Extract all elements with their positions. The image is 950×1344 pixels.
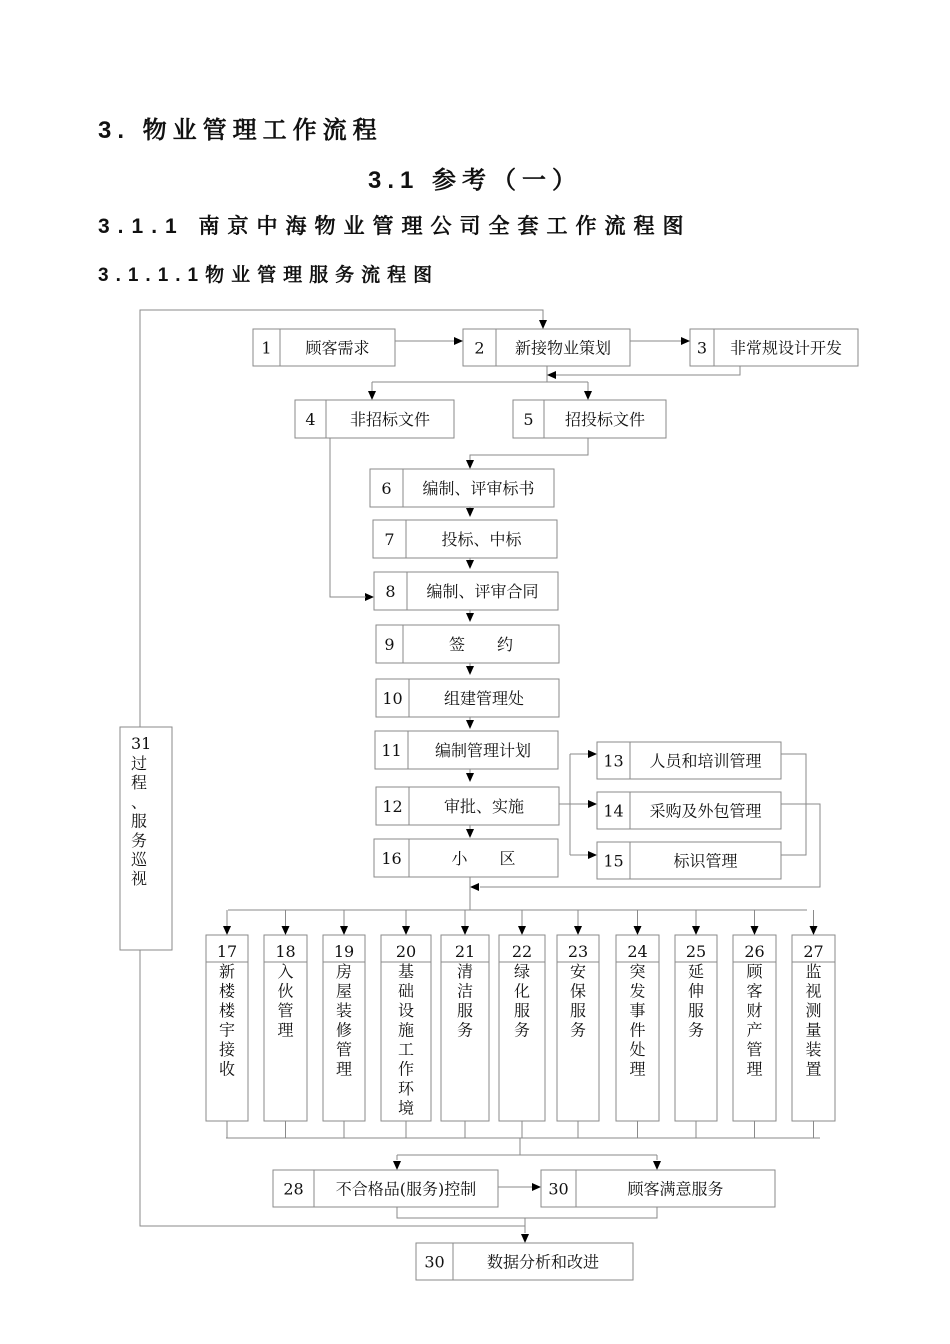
step-label: 标识管理 [673,851,738,871]
service-26 [733,935,776,1121]
patrol-label-char: 巡 [131,850,148,869]
step-label-char: 装 [335,1001,353,1020]
arrow-head [454,337,463,345]
service-23 [557,935,599,1121]
step-number: 12 [382,797,403,816]
main-step-12 [376,787,559,825]
patrol-label-char: 服 [131,811,148,831]
step-label: 小 区 [451,849,516,868]
service-22 [499,935,545,1121]
step-label-char: 入 [277,962,294,981]
section-heading: 3. 物业管理工作流程 [98,117,383,144]
step-number: 5 [523,410,534,429]
arrow-head [470,883,479,891]
arrow-head [466,773,474,782]
step-number: 4 [305,410,316,429]
step-label-char: 清 [456,962,474,981]
step-label: 招投标文件 [564,410,646,429]
step-number: 31 [131,734,152,753]
step-number: 3 [696,338,708,358]
step-number: 14 [603,801,624,821]
step-number: 20 [395,942,417,961]
main-step-16 [374,839,558,877]
step-label-char: 置 [805,1059,822,1079]
arrow-head [547,371,556,379]
step-number: 21 [454,942,476,961]
arrow-head [521,1234,529,1243]
nontender-to-8 [330,438,365,597]
arrow-head [588,851,597,859]
step-box-28 [273,1170,498,1207]
step-number: 24 [627,942,648,961]
service-18 [264,935,307,1121]
step-number: 30 [424,1252,445,1272]
step-label: 签 约 [448,635,514,654]
bottom-merge-line [397,1207,657,1218]
step-label-char: 基 [397,962,415,981]
step-label-char: 客 [746,981,763,1001]
patrol-label-char: 、 [131,792,148,812]
step-label-char: 接 [218,1040,236,1059]
step-label-char: 境 [397,1098,415,1118]
patrol-label-char: 过 [131,754,148,773]
step-label: 不合格品(服务)控制 [335,1179,477,1199]
arrow-head [584,391,592,400]
step-label-char: 服 [569,1001,587,1020]
patrol-label-char: 务 [131,830,148,850]
step-label-char: 理 [335,1059,353,1079]
step-label-char: 财 [746,1001,763,1020]
step-label-char: 务 [456,1020,474,1040]
arrow-head [365,593,374,601]
step-label-char: 环 [397,1079,415,1098]
step-label-char: 量 [805,1020,822,1040]
step-label: 新接物业策划 [514,338,612,358]
step-label: 组建管理处 [443,689,525,708]
step-label-char: 新 [218,962,236,981]
arrow-head [588,800,597,808]
step-label-char: 伸 [687,981,705,1001]
step-label: 人员和培训管理 [649,751,762,771]
step-number: 13 [603,751,624,771]
side-step-15 [597,842,781,879]
step-number: 16 [381,849,402,868]
arrow-head [466,460,474,469]
service-17 [206,935,248,1121]
step-label-char: 装 [805,1040,822,1059]
arrow-head [574,926,582,935]
step-label-char: 顾 [746,962,763,981]
step-number: 1 [261,338,272,358]
main-step-9 [376,625,559,663]
step-box-4 [295,400,454,438]
service-27 [792,935,835,1121]
step-label: 编制、评审标书 [422,479,535,498]
step-label-char: 楼 [218,981,236,1001]
step-label-char: 楼 [218,1001,236,1020]
step-label-char: 监 [805,962,822,981]
step-label-char: 管 [335,1040,353,1059]
step-number: 9 [384,635,395,654]
arrow-head [539,320,547,329]
main-step-10 [376,679,559,717]
arrow-head [340,926,348,935]
arrow-head [634,926,642,935]
step-number: 2 [474,338,485,358]
step-label-char: 作 [397,1059,415,1079]
arrow-head [653,1161,661,1170]
arrow-head [282,926,290,935]
step-number: 18 [275,942,296,961]
patrol-box-31 [120,727,172,950]
step-label-char: 伙 [277,981,294,1001]
arrow-head [532,1183,541,1191]
arrow-head [461,926,469,935]
step-label-char: 宇 [218,1020,236,1040]
figure-title: 3.1.1.1物业管理服务流程图 [98,265,440,286]
step-label-char: 理 [629,1059,646,1079]
step-label-char: 洁 [456,981,474,1001]
step-label-char: 务 [687,1020,705,1040]
step-label-char: 处 [629,1040,646,1059]
step-label-char: 础 [397,981,415,1001]
step-label-char: 突 [629,962,646,981]
arrow-head [466,508,474,517]
step-number: 25 [685,942,707,961]
subsubsection-heading: 3.1.1 南京中海物业管理公司全套工作流程图 [98,215,692,238]
step-label-char: 发 [629,981,646,1001]
step-number: 27 [803,942,824,961]
step-label: 编制、评审合同 [426,582,539,601]
arrow-head [368,391,376,400]
step-label-char: 修 [335,1020,353,1040]
step-label-char: 施 [397,1020,415,1040]
step-label-char: 工 [397,1040,415,1059]
arrow-head [518,926,526,935]
step-box-30-satisfaction [541,1170,775,1207]
main-step-6 [370,469,554,507]
step-label-char: 务 [513,1020,531,1040]
step-label: 采购及外包管理 [649,801,762,821]
service-24 [616,935,659,1121]
patrol-label-char: 视 [131,869,148,889]
step-label: 顾客满意服务 [627,1179,724,1199]
step-number: 6 [381,479,392,498]
step-label-char: 件 [629,1020,646,1040]
step-label: 投标、中标 [441,530,522,549]
step-number: 7 [384,530,395,549]
main-step-7 [373,520,557,558]
step-box-3 [690,329,858,366]
step-label-char: 屋 [335,981,353,1001]
step-number: 10 [382,689,403,708]
step-label-char: 安 [569,962,587,981]
step-number: 17 [216,942,238,961]
main-step-8 [374,572,558,610]
arrow-head [692,926,700,935]
arrow-head [810,926,818,935]
step-label-char: 服 [687,1001,705,1020]
step-number: 28 [283,1179,304,1199]
subsection-heading: 3.1 参考（一） [367,167,583,194]
arrow-head [466,560,474,569]
step-number: 23 [567,942,589,961]
design-return-line [547,366,740,375]
step-label-char: 收 [218,1059,236,1079]
arrow-head [681,337,690,345]
tender-to-6 [470,438,588,460]
arrow-head [466,613,474,622]
arrow-head [393,1161,401,1170]
step-number: 15 [603,851,624,871]
side-step-13 [597,742,781,779]
step-label-char: 理 [746,1059,763,1079]
arrow-head [466,666,474,675]
service-20 [381,935,431,1121]
step-number: 26 [744,942,765,961]
step-number: 30 [548,1179,569,1199]
step-label-char: 化 [513,981,531,1001]
step-label-char: 产 [746,1020,763,1040]
step-number: 8 [385,582,396,601]
service-19 [323,935,365,1121]
step-number: 11 [381,741,402,760]
step-label: 非招标文件 [349,410,431,429]
service-25 [675,935,717,1121]
arrow-head [466,829,474,838]
step-label-char: 视 [805,981,822,1001]
step-label-char: 保 [569,981,587,1001]
step-box-5 [513,400,666,438]
step-label-char: 测 [805,1001,822,1020]
patrol-label-char: 程 [131,773,148,793]
side-step-14 [597,792,781,829]
arrow-head [751,926,759,935]
step-number: 19 [333,942,355,961]
main-step-11 [375,731,558,769]
step-label-char: 设 [397,1001,415,1020]
step-label-char: 延 [687,962,705,981]
step-label-char: 服 [456,1001,474,1020]
step-box-1 [253,329,395,366]
step-box-30-analysis [416,1243,633,1280]
step-label-char: 管 [746,1040,763,1059]
step-label-char: 服 [513,1001,531,1020]
step-label: 审批、实施 [443,797,525,816]
arrow-head [402,926,410,935]
step-number: 22 [511,942,533,961]
arrow-head [223,926,231,935]
step-label: 编制管理计划 [434,741,532,760]
arrow-head [588,750,597,758]
step-label: 顾客需求 [305,338,370,358]
step-label: 非常规设计开发 [729,338,843,358]
step-label-char: 理 [277,1020,294,1040]
step-label-char: 务 [569,1020,587,1040]
arrow-head [466,720,474,729]
step-label: 数据分析和改进 [486,1252,600,1272]
service-21 [441,935,489,1121]
step-box-2 [463,329,630,366]
step-label-char: 管 [277,1001,294,1020]
patrol-feedback-line [140,310,543,727]
step-label-char: 绿 [513,962,531,981]
flowchart-nodes [120,329,858,1280]
step-label-char: 事 [629,1001,646,1020]
step-label-char: 房 [335,962,353,981]
